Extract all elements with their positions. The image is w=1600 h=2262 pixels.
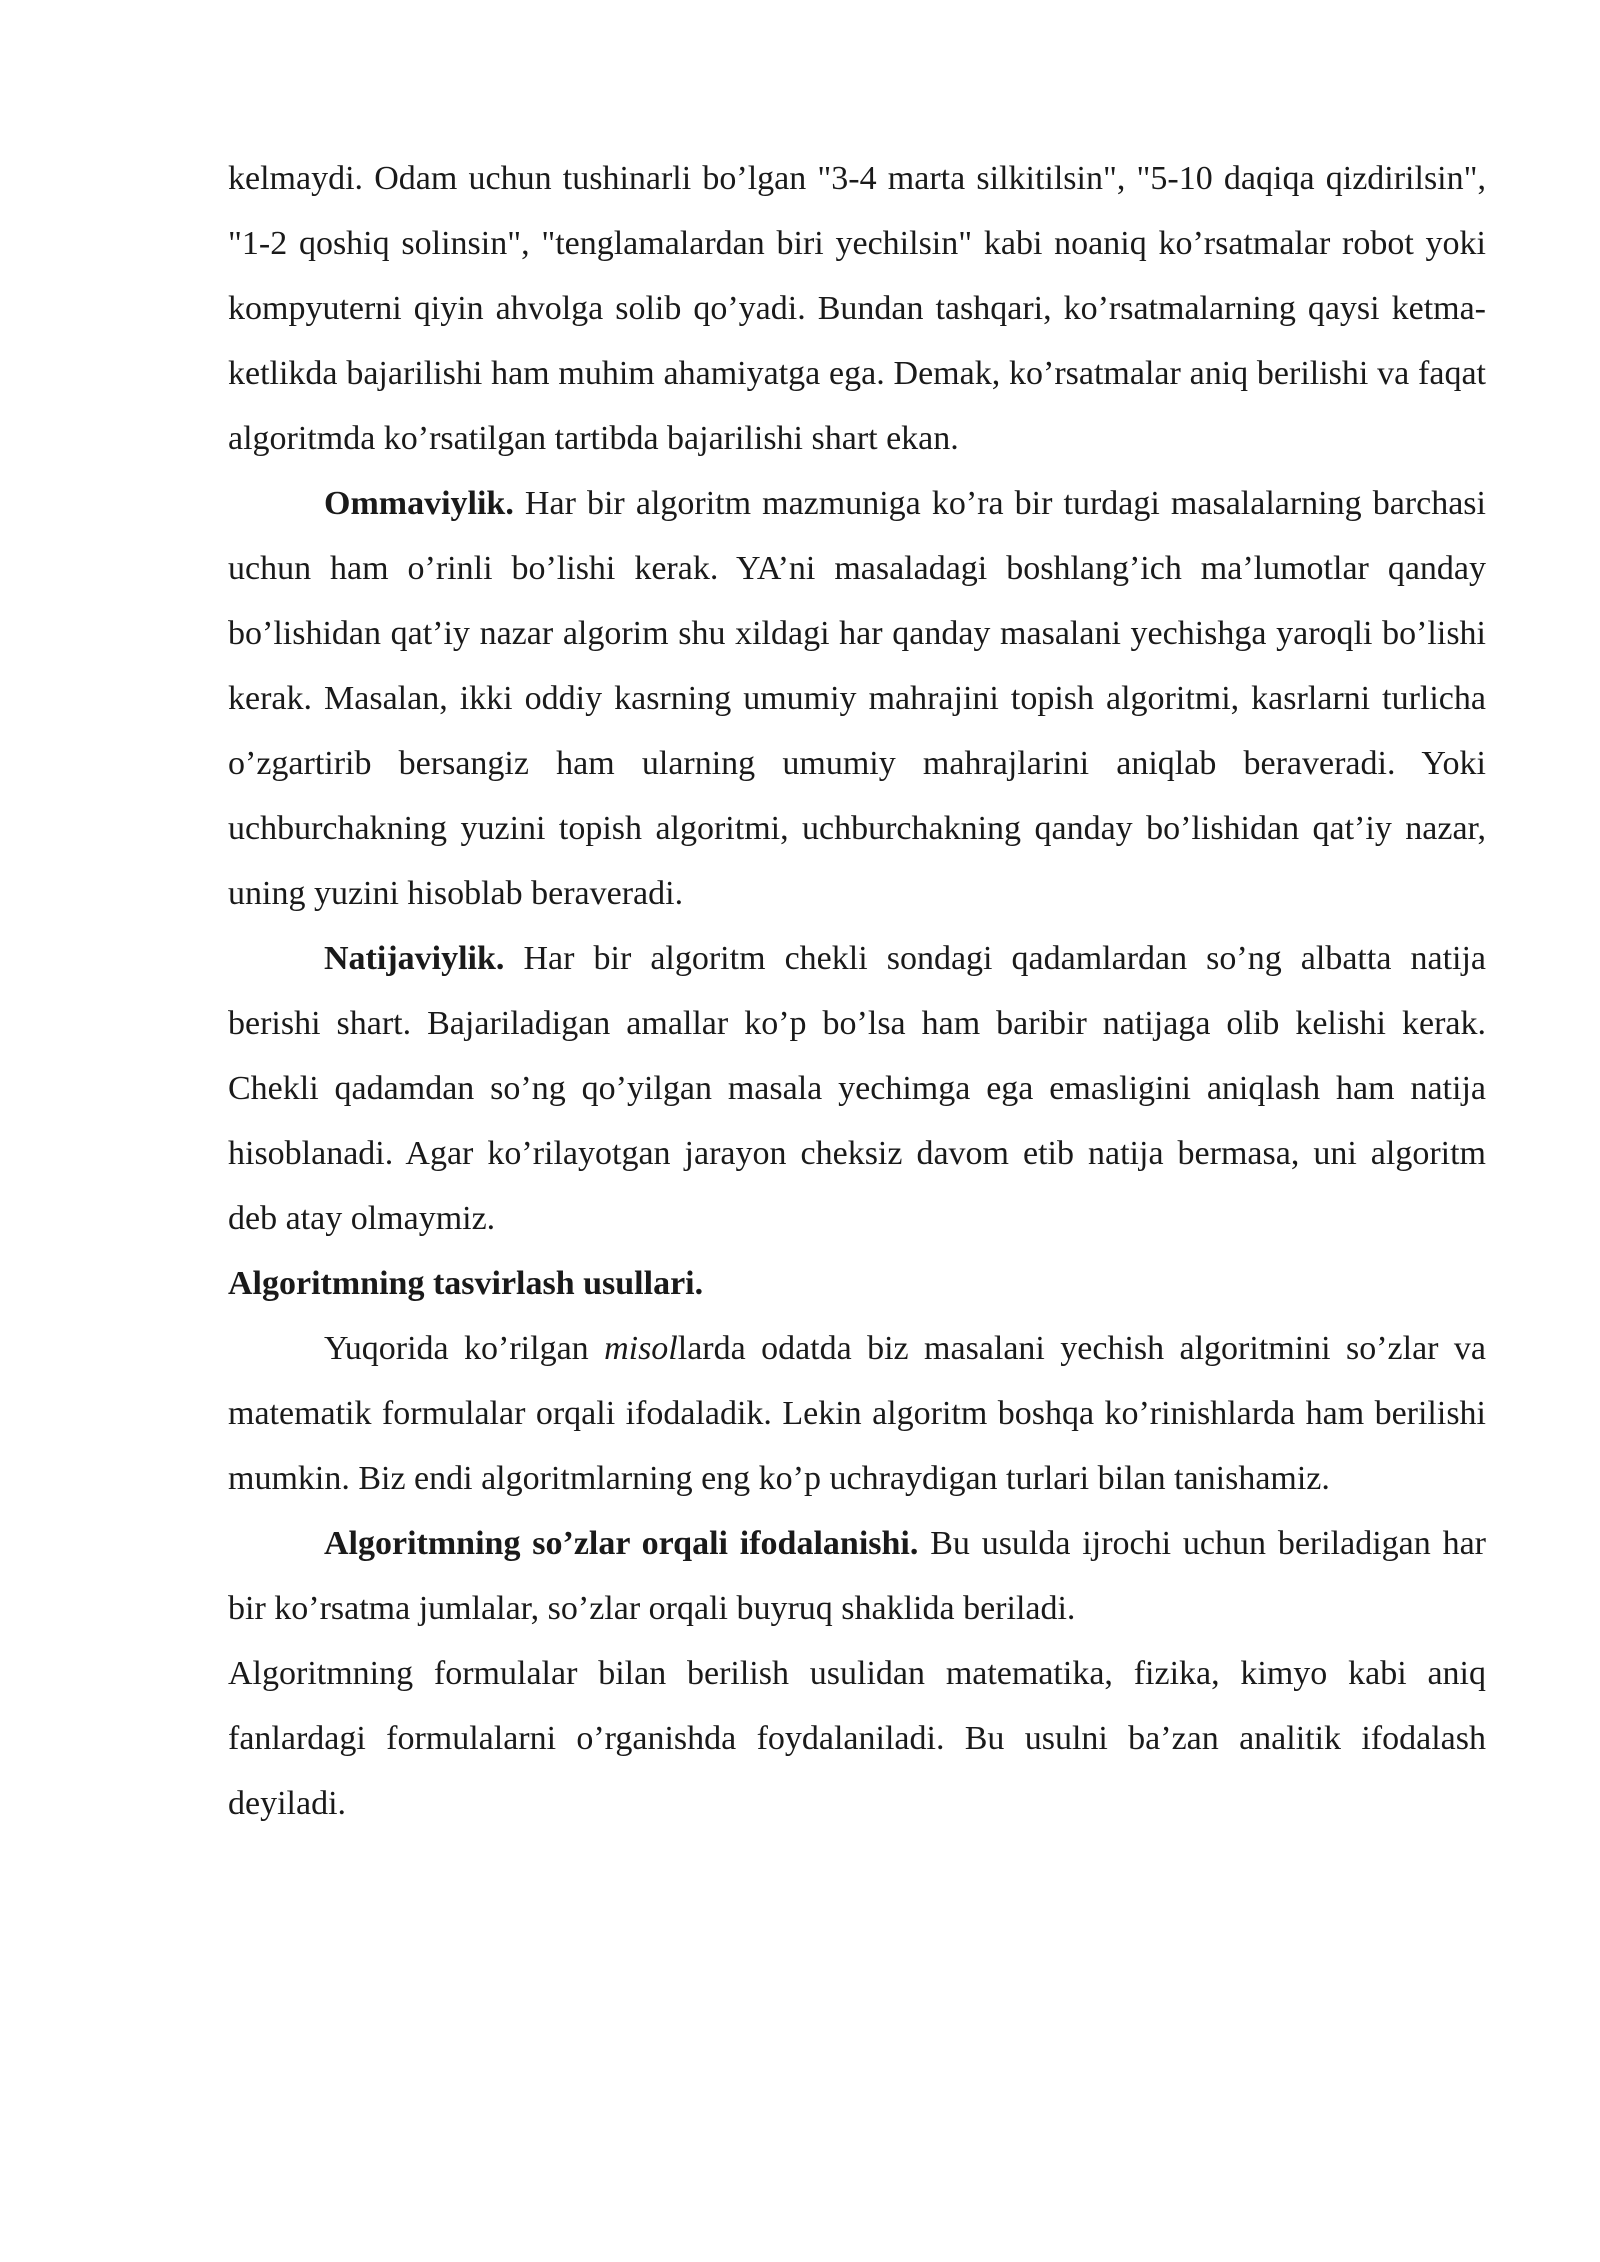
term-natijaviylik: Natijaviylik.	[324, 940, 505, 977]
paragraph-sozlar-orqali-text: Bu usulda ijrochi uchun beriladigan har bir ko’rsatma jumlalar, so’zlar orqali buyruq shaklida beriladi.	[228, 1525, 1486, 1627]
paragraph-formulalar: Algoritmning formulalar bilan berilish usulidan matematika, fizika, kimyo kabi aniq fanlardagi formulalarni o’rganishda foydalaniladi. Bu usulni ba’zan analitik ifodalash deyiladi.	[228, 1655, 1486, 1822]
term-sozlar-orqali: Algoritmning so’zlar orqali ifodalanishi.	[324, 1525, 919, 1562]
paragraph-natijaviylik	[228, 926, 1486, 1251]
document-page	[228, 146, 1486, 1836]
paragraph-noaniq-korsatmalar: kelmaydi. Odam uchun tushinarli bo’lgan "3-4 marta silkitilsin", "5-10 daqiqa qizdirilsin", "1-2 qoshiq solinsin", "tenglamalardan biri yechilsin" kabi noaniq ko’rsatmalar robot yoki kompyuterni qiyin ahvolga solib qo’yadi. Bundan tashqari, ko’rsatmalarning qaysi ketma-ketlikda bajarilishi ham muhim ahamiyatga ega. Demak, ko’rsatmalar aniq berilishi va faqat algoritmda ko’rsatilgan tartibda bajarilishi shart ekan.	[228, 160, 1486, 457]
paragraph-tasvirlash	[228, 1316, 1486, 1511]
italic-misol: misol	[604, 1330, 678, 1367]
section-heading: Algoritmning tasvirlash usullari.	[228, 1265, 704, 1302]
paragraph-natijaviylik-text: Har bir algoritm chekli sondagi qadamlardan so’ng albatta natija berishi shart. Bajariladigan amallar ko’p bo’lsa ham baribir natijaga olib kelishi kerak. Chekli qadamdan so’ng qo’yilgan masala yechimga ega emasligini aniqlash ham natija hisoblanadi. Agar ko’rilayotgan jarayon cheksiz davom etib natija bermasa, uni algoritm deb atay olmaymiz.	[228, 940, 1486, 1237]
term-ommaviylik: Ommaviylik.	[324, 485, 514, 522]
paragraph-ommaviylik-text: Har bir algoritm mazmuniga ko’ra bir turdagi masalalarning barchasi uchun ham o’rinli bo’lishi kerak. YA’ni masaladagi boshlang’ich ma’lumotlar qanday bo’lishidan qat’iy nazar algorim shu xildagi har qanday masalani yechishga yaroqli bo’lishi kerak. Masalan, ikki oddiy kasrning umumiy mahrajini topish algoritmi, kasrlarni turlicha o’zgartirib bersangiz ham ularning umumiy mahrajlarini aniqlab beraveradi. Yoki uchburchakning yuzini topish algoritmi, uchburchakning qanday bo’lishidan qat’iy nazar, uning yuzini hisoblab beraveradi.	[228, 485, 1486, 912]
paragraph-ommaviylik	[228, 471, 1486, 926]
paragraph-tasvirlash-start: Yuqorida ko’rilgan	[324, 1330, 605, 1367]
paragraph-tasvirlash-rest: larda odatda biz masalani yechish algoritmini so’zlar va matematik formulalar orqali ifodaladik. Lekin algoritm boshqa ko’rinishlarda ham berilishi mumkin. Biz endi algoritmlarning eng ko’p uchraydigan turlari bilan tanishamiz.	[228, 1330, 1486, 1497]
paragraph-sozlar-orqali	[228, 1511, 1486, 1641]
